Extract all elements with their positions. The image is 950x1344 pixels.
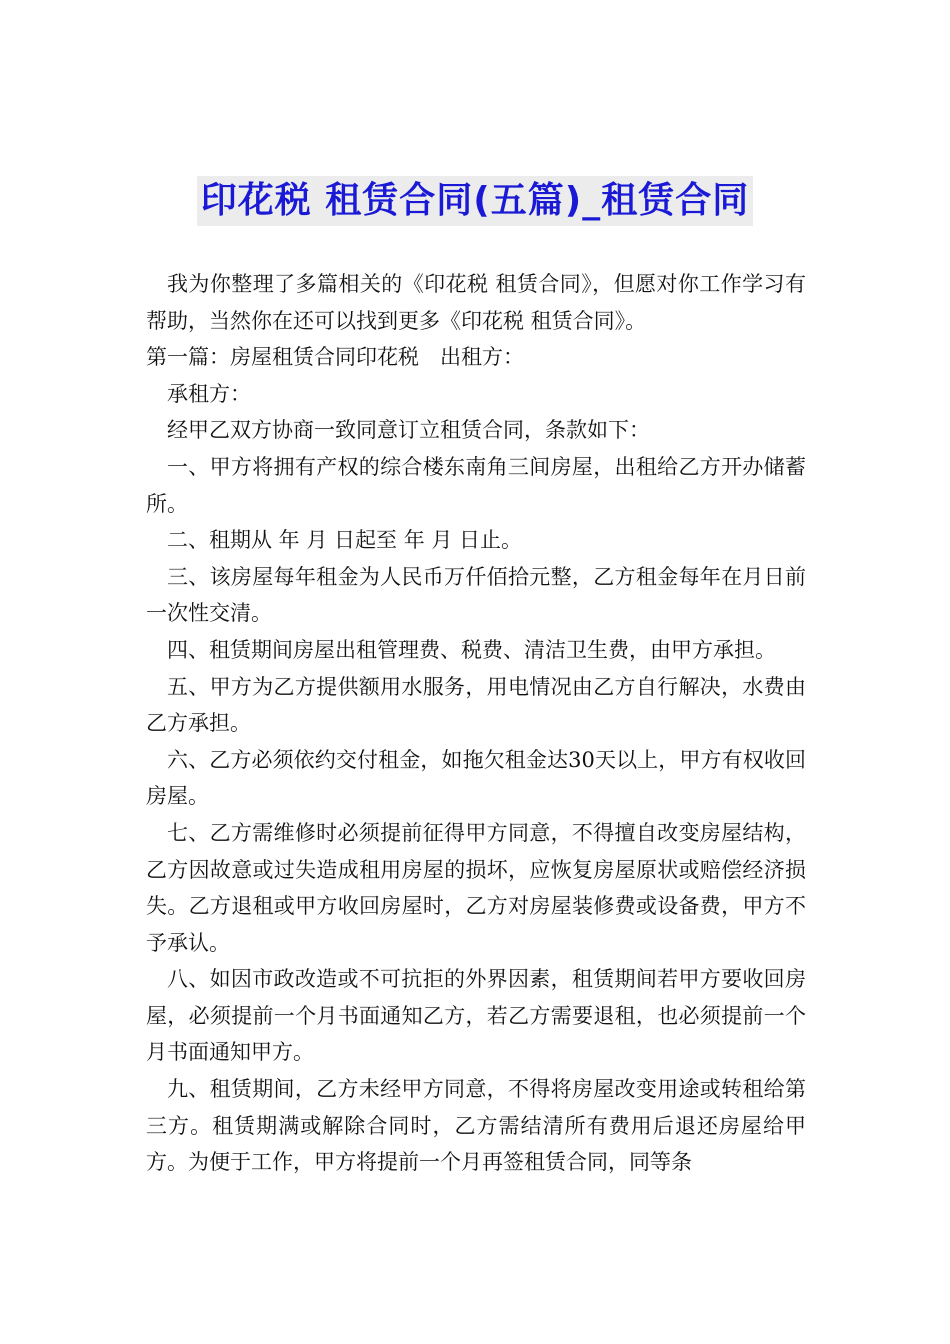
paragraph: 四、租赁期间房屋出租管理费、税费、清洁卫生费，由甲方承担。 <box>167 637 776 662</box>
paragraph: 我为你整理了多篇相关的《印花税 租赁合同》，但愿对你工作学习有帮助，当然你在还可以找到更多《印花税 租赁合同》。 <box>146 272 806 333</box>
paragraph: 二、租期从 年 月 日起至 年 月 日止。 <box>167 528 523 553</box>
paragraph: 五、甲方为乙方提供额用水服务，用电情况由乙方自行解决，水费由乙方承担。 <box>146 674 806 736</box>
document-title: 印花税 租赁合同(五篇)_租赁合同 <box>197 176 753 226</box>
paragraph: 经甲乙双方协商一致同意订立租赁合同，条款如下： <box>167 418 650 443</box>
paragraph: 承租方： <box>167 381 251 406</box>
title-container <box>0 176 950 226</box>
paragraph: 第一篇：房屋租赁合同印花税 出租方： <box>146 345 524 370</box>
paragraph: 一、甲方将拥有产权的综合楼东南角三间房屋，出租给乙方开办储蓄所。 <box>146 454 806 516</box>
paragraph: 九、租赁期间，乙方未经甲方同意，不得将房屋改变用途或转租给第三方。租赁期满或解除合同时，乙方需结清所有费用后退还房屋给甲方。为便于工作，甲方将提前一个月再签租赁合同，同等条 <box>146 1077 806 1175</box>
paragraph: 七、乙方需维修时必须提前征得甲方同意，不得擅自改变房屋结构，乙方因故意或过失造成租用房屋的损坏，应恢复房屋原状或赔偿经济损失。乙方退租或甲方收回房屋时，乙方对房屋装修费或设备费，甲方不予承认。 <box>146 820 806 955</box>
document-body <box>146 266 806 1181</box>
paragraph: 六、乙方必须依约交付租金，如拖欠租金达30天以上，甲方有权收回房屋。 <box>146 747 806 809</box>
paragraph: 八、如因市政改造或不可抗拒的外界因素，租赁期间若甲方要收回房屋，必须提前一个月书面通知乙方，若乙方需要退租，也必须提前一个月书面通知甲方。 <box>146 967 806 1065</box>
paragraph: 三、该房屋每年租金为人民币万仟佰拾元整，乙方租金每年在月日前一次性交清。 <box>146 564 806 626</box>
